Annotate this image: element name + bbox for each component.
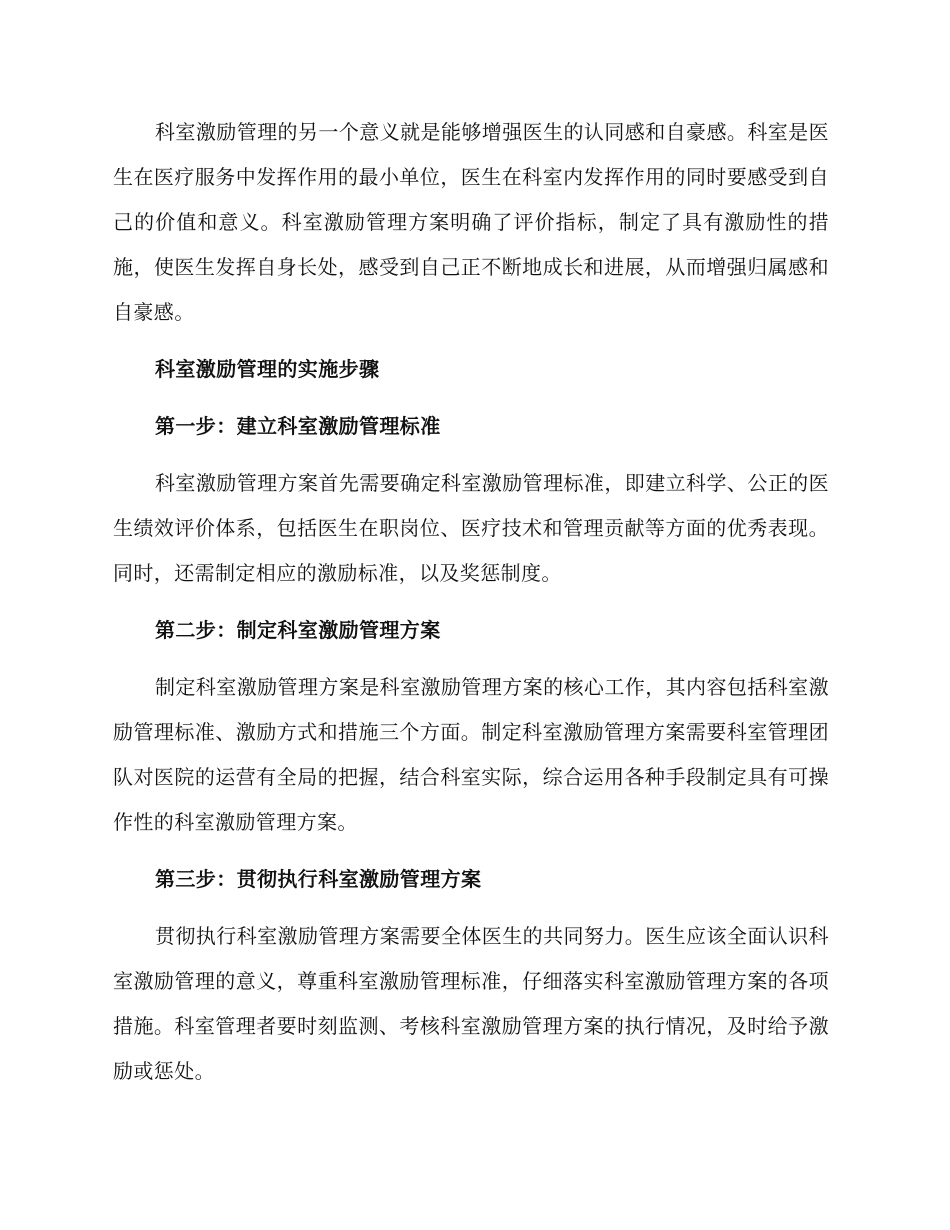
step-heading-2: 第二步：制定科室激励管理方案 bbox=[155, 618, 441, 642]
document-body bbox=[113, 110, 829, 1094]
step-heading-3: 第三步：贯彻执行科室激励管理方案 bbox=[155, 867, 482, 891]
section-heading-implementation-steps: 科室激励管理的实施步骤 bbox=[155, 357, 380, 381]
paragraph-step-2: 制定科室激励管理方案是科室激励管理方案的核心工作，其内容包括科室激励管理标准、激励方式和措施三个方面。制定科室激励管理方案需要科室管理团队对医院的运营有全局的把握，结合科室实际，综合运用各种手段制定具有可操作性的科室激励管理方案。 bbox=[113, 675, 829, 834]
step-heading-1: 第一步：建立科室激励管理标准 bbox=[155, 414, 441, 438]
paragraph-significance: 科室激励管理的另一个意义就是能够增强医生的认同感和自豪感。科室是医生在医疗服务中发挥作用的最小单位，医生在科室内发挥作用的同时要感受到自己的价值和意义。科室激励管理方案明确了评价指标，制定了具有激励性的措施，使医生发挥自身长处，感受到自己正不断地成长和进展，从而增强归属感和自豪感。 bbox=[113, 120, 829, 324]
paragraph-step-1: 科室激励管理方案首先需要确定科室激励管理标准，即建立科学、公正的医生绩效评价体系，包括医生在职岗位、医疗技术和管理贡献等方面的优秀表现。同时，还需制定相应的激励标准，以及奖惩制度。 bbox=[113, 471, 829, 585]
paragraph-step-3: 贯彻执行科室激励管理方案需要全体医生的共同努力。医生应该全面认识科室激励管理的意义，尊重科室激励管理标准，仔细落实科室激励管理方案的各项措施。科室管理者要时刻监测、考核科室激励管理方案的执行情况，及时给予激励或惩处。 bbox=[113, 924, 829, 1083]
